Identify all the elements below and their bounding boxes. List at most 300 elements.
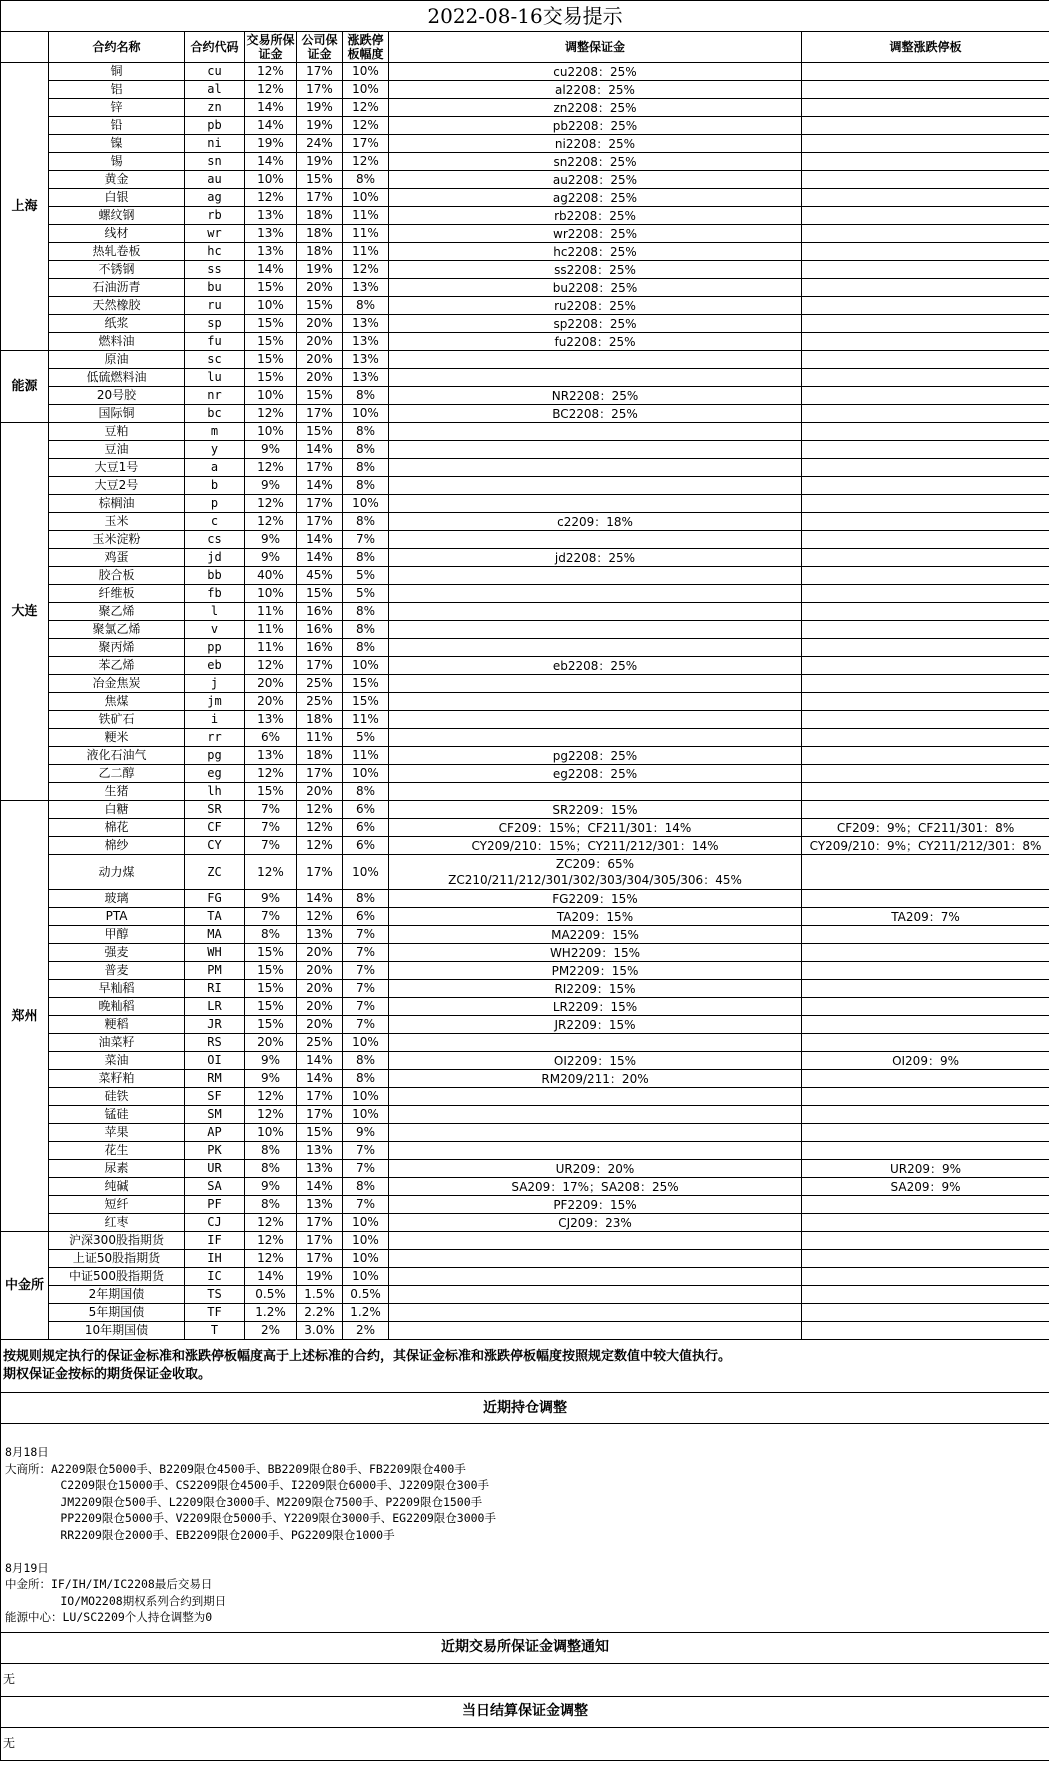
adjusted-limit (802, 261, 1049, 279)
price-limit: 8% (343, 1178, 389, 1196)
adjusted-margin (389, 1304, 802, 1322)
table-row (1, 693, 1049, 711)
table-row (1, 225, 1049, 243)
contract-code: lu (185, 369, 245, 387)
exchange-margin: 15% (245, 998, 297, 1016)
adjusted-limit-line: TA209：7% (891, 909, 960, 924)
exchange-margin: 13% (245, 243, 297, 261)
exchange-margin: 15% (245, 333, 297, 351)
company-margin: 19% (297, 117, 343, 135)
company-margin: 15% (297, 423, 343, 441)
exchange-margin: 15% (245, 944, 297, 962)
exchange-margin: 9% (245, 1052, 297, 1070)
adjusted-limit (802, 405, 1049, 423)
adjusted-margin (389, 477, 802, 495)
contract-name: 聚氯乙烯 (49, 621, 185, 639)
adjusted-margin-line: ru2208：25% (554, 298, 636, 313)
price-limit: 11% (343, 207, 389, 225)
contract-name: 短纤 (49, 1196, 185, 1214)
contract-code: cu (185, 63, 245, 81)
adjusted-limit (802, 1034, 1049, 1052)
price-limit: 6% (343, 908, 389, 926)
price-limit: 7% (343, 1160, 389, 1178)
adjusted-margin-line: ni2208：25% (554, 136, 636, 151)
table-row (1, 1034, 1049, 1052)
header-price-limit: 涨跌停板幅度 (343, 32, 389, 63)
price-limit: 10% (343, 1250, 389, 1268)
contract-code: ZC (185, 855, 245, 890)
company-margin: 17% (297, 405, 343, 423)
position-line: 能源中心：LU/SC2209个人持仓调整为0 (5, 1610, 213, 1624)
contract-code: hc (185, 243, 245, 261)
adjusted-margin (389, 944, 802, 962)
company-margin: 14% (297, 441, 343, 459)
exchange-margin: 7% (245, 908, 297, 926)
adjusted-margin (389, 711, 802, 729)
price-limit: 7% (343, 531, 389, 549)
table-row (1, 387, 1049, 405)
contract-code: pg (185, 747, 245, 765)
company-margin: 16% (297, 621, 343, 639)
table-row (1, 135, 1049, 153)
contract-code: bb (185, 567, 245, 585)
adjusted-margin (389, 351, 802, 369)
adjusted-margin (389, 729, 802, 747)
settlement-title: 当日结算保证金调整 (1, 1696, 1049, 1727)
contract-name: 铅 (49, 117, 185, 135)
adjusted-limit (802, 333, 1049, 351)
table-row (1, 567, 1049, 585)
price-limit: 10% (343, 81, 389, 99)
table-row (1, 1214, 1049, 1232)
contract-code: OI (185, 1052, 245, 1070)
price-limit: 10% (343, 1214, 389, 1232)
adjusted-margin-line: wr2208：25% (553, 226, 637, 241)
company-margin: 13% (297, 1142, 343, 1160)
exchange-margin: 9% (245, 549, 297, 567)
table-row (1, 369, 1049, 387)
table-row (1, 675, 1049, 693)
price-limit: 5% (343, 567, 389, 585)
header-exchange-margin: 交易所保证金 (246, 33, 295, 61)
contract-name: 镍 (49, 135, 185, 153)
adjusted-margin-line: c2209：18% (557, 514, 633, 529)
adjusted-margin (389, 81, 802, 99)
adjusted-limit (802, 621, 1049, 639)
contract-name: 强麦 (49, 944, 185, 962)
contract-code: ni (185, 135, 245, 153)
adjusted-margin-line: hc2208：25% (553, 244, 637, 259)
company-margin: 15% (297, 387, 343, 405)
adjusted-margin (389, 783, 802, 801)
adjusted-margin (389, 1160, 802, 1178)
contract-name: 动力煤 (49, 855, 185, 890)
table-row (1, 855, 1049, 890)
contract-name: 大豆2号 (49, 477, 185, 495)
exchange-margin: 14% (245, 261, 297, 279)
contract-code: al (185, 81, 245, 99)
table-row (1, 81, 1049, 99)
position-line (5, 1543, 1047, 1560)
table-row (1, 63, 1049, 81)
contract-name: 粳米 (49, 729, 185, 747)
table-row (1, 1106, 1049, 1124)
adjusted-limit (802, 1304, 1049, 1322)
adjusted-margin (389, 387, 802, 405)
contract-name: 铝 (49, 81, 185, 99)
table-row (1, 1124, 1049, 1142)
contract-name: 玉米淀粉 (49, 531, 185, 549)
exchange-margin: 14% (245, 99, 297, 117)
exchange-margin: 10% (245, 585, 297, 603)
adjusted-margin (389, 549, 802, 567)
adjusted-margin (389, 441, 802, 459)
contract-code: SA (185, 1178, 245, 1196)
adjusted-limit (802, 711, 1049, 729)
table-row (1, 423, 1049, 441)
contract-code: FG (185, 890, 245, 908)
exchange-label: 能源 (1, 351, 49, 423)
company-margin: 25% (297, 675, 343, 693)
contract-code: fb (185, 585, 245, 603)
table-row (1, 99, 1049, 117)
table-row (1, 747, 1049, 765)
table-row (1, 1070, 1049, 1088)
table-row (1, 711, 1049, 729)
price-limit: 12% (343, 117, 389, 135)
adjusted-limit (802, 189, 1049, 207)
table-row (1, 657, 1049, 675)
exchange-margin: 12% (245, 405, 297, 423)
contract-code: j (185, 675, 245, 693)
adjusted-margin (389, 135, 802, 153)
adjusted-limit (802, 423, 1049, 441)
page-title: 2022-08-16交易提示 (1, 1, 1049, 32)
exchange-margin: 9% (245, 441, 297, 459)
adjusted-limit-line: CF209：9%；CF211/301：8% (836, 820, 1015, 835)
adjusted-limit (802, 980, 1049, 998)
contract-name: 5年期国债 (49, 1304, 185, 1322)
table-row (1, 441, 1049, 459)
contract-code: SR (185, 801, 245, 819)
exchange-label: 大连 (1, 423, 49, 801)
contract-code: rb (185, 207, 245, 225)
price-limit: 2% (343, 1322, 389, 1340)
contract-code: rr (185, 729, 245, 747)
settlement-content: 无 (1, 1727, 1049, 1760)
price-limit: 10% (343, 189, 389, 207)
adjusted-margin-line: RI2209：15% (554, 981, 636, 996)
adjusted-margin-line: ZC209：65% (555, 857, 635, 871)
exchange-notice-content: 无 (1, 1663, 1049, 1696)
table-row (1, 729, 1049, 747)
company-margin: 14% (297, 1070, 343, 1088)
adjusted-limit (802, 225, 1049, 243)
exchange-margin: 20% (245, 1034, 297, 1052)
exchange-margin: 9% (245, 1178, 297, 1196)
table-row (1, 117, 1049, 135)
contract-code: wr (185, 225, 245, 243)
contract-name: 纯碱 (49, 1178, 185, 1196)
exchange-margin: 7% (245, 801, 297, 819)
price-limit: 10% (343, 1232, 389, 1250)
price-limit: 7% (343, 962, 389, 980)
table-row (1, 998, 1049, 1016)
adjusted-limit-line: CY209/210：9%；CY211/212/301：8% (809, 838, 1042, 853)
adjusted-margin (389, 837, 802, 855)
exchange-margin: 20% (245, 675, 297, 693)
exchange-margin: 10% (245, 423, 297, 441)
table-row (1, 801, 1049, 819)
price-limit: 13% (343, 279, 389, 297)
adjusted-margin (389, 998, 802, 1016)
adjusted-margin-line: al2208：25% (555, 82, 635, 97)
position-section-title: 近期持仓调整 (1, 1393, 1049, 1424)
table-row (1, 1322, 1049, 1340)
adjusted-limit (802, 1070, 1049, 1088)
adjusted-limit-line: OI209：9% (892, 1053, 959, 1068)
company-margin: 17% (297, 1250, 343, 1268)
contract-name: 菜籽粕 (49, 1070, 185, 1088)
contract-code: IC (185, 1268, 245, 1286)
exchange-margin: 12% (245, 657, 297, 675)
adjusted-margin (389, 459, 802, 477)
contract-name: 棉花 (49, 819, 185, 837)
table-row (1, 1142, 1049, 1160)
header-contract-name: 合约名称 (49, 32, 185, 63)
contract-code: l (185, 603, 245, 621)
exchange-margin: 13% (245, 207, 297, 225)
price-limit: 8% (343, 549, 389, 567)
company-margin: 17% (297, 657, 343, 675)
adjusted-margin-line: CJ209：23% (558, 1215, 632, 1230)
adjusted-margin (389, 962, 802, 980)
contract-code: WH (185, 944, 245, 962)
contract-name: 菜油 (49, 1052, 185, 1070)
contract-code: sc (185, 351, 245, 369)
exchange-margin: 15% (245, 369, 297, 387)
adjusted-margin (389, 63, 802, 81)
header-exchange (1, 32, 49, 63)
exchange-margin: 15% (245, 315, 297, 333)
contract-name: 上证50股指期货 (49, 1250, 185, 1268)
exchange-margin: 9% (245, 477, 297, 495)
contract-name: 棕榈油 (49, 495, 185, 513)
price-limit: 10% (343, 63, 389, 81)
company-margin: 20% (297, 998, 343, 1016)
contract-code: lh (185, 783, 245, 801)
exchange-margin: 13% (245, 711, 297, 729)
adjusted-limit (802, 531, 1049, 549)
price-limit: 6% (343, 801, 389, 819)
adjusted-margin (389, 171, 802, 189)
adjusted-margin-line: CF209：15%；CF211/301：14% (498, 820, 692, 835)
table-row (1, 1178, 1049, 1196)
price-limit: 8% (343, 477, 389, 495)
contract-code: ag (185, 189, 245, 207)
price-limit: 8% (343, 297, 389, 315)
contract-name: 棉纱 (49, 837, 185, 855)
adjusted-margin-line: WH2209：15% (549, 945, 641, 960)
adjusted-limit (802, 890, 1049, 908)
contract-code: PK (185, 1142, 245, 1160)
price-limit: 17% (343, 135, 389, 153)
company-margin: 17% (297, 495, 343, 513)
price-limit: 7% (343, 998, 389, 1016)
adjusted-limit (802, 279, 1049, 297)
adjusted-margin (389, 333, 802, 351)
exchange-margin: 1.2% (245, 1304, 297, 1322)
adjusted-limit (802, 153, 1049, 171)
contract-code: jd (185, 549, 245, 567)
adjusted-limit (802, 837, 1049, 855)
company-margin: 3.0% (297, 1322, 343, 1340)
price-limit: 8% (343, 171, 389, 189)
contract-name: 白银 (49, 189, 185, 207)
adjusted-limit (802, 369, 1049, 387)
adjusted-margin-line: SA209：17%；SA208：25% (511, 1179, 679, 1194)
table-row (1, 477, 1049, 495)
price-limit: 10% (343, 765, 389, 783)
price-limit: 10% (343, 657, 389, 675)
table-row (1, 639, 1049, 657)
adjusted-margin (389, 495, 802, 513)
company-margin: 20% (297, 279, 343, 297)
exchange-margin: 15% (245, 962, 297, 980)
table-row (1, 207, 1049, 225)
company-margin: 25% (297, 1034, 343, 1052)
exchange-margin: 8% (245, 926, 297, 944)
adjusted-limit (802, 926, 1049, 944)
table-row (1, 621, 1049, 639)
contract-name: 尿素 (49, 1160, 185, 1178)
adjusted-margin (389, 890, 802, 908)
position-line: 大商所：A2209限仓5000手、B2209限仓4500手、BB2209限仓80手、FB2209限仓400手 (5, 1461, 466, 1476)
contract-name: 豆油 (49, 441, 185, 459)
company-margin: 19% (297, 153, 343, 171)
price-limit: 6% (343, 837, 389, 855)
table-row (1, 1232, 1049, 1250)
exchange-margin: 12% (245, 1250, 297, 1268)
adjusted-limit (802, 908, 1049, 926)
adjusted-margin-line: LR2209：15% (552, 999, 638, 1014)
price-limit: 10% (343, 1088, 389, 1106)
table-row (1, 1160, 1049, 1178)
contract-name: 中证500股指期货 (49, 1268, 185, 1286)
exchange-margin: 12% (245, 63, 297, 81)
contract-name: 线材 (49, 225, 185, 243)
contract-code: zn (185, 99, 245, 117)
adjusted-limit (802, 801, 1049, 819)
adjusted-margin (389, 567, 802, 585)
adjusted-limit (802, 135, 1049, 153)
company-margin: 16% (297, 603, 343, 621)
contract-name: 硅铁 (49, 1088, 185, 1106)
adjusted-margin-line: PF2209：15% (553, 1197, 637, 1212)
table-row (1, 495, 1049, 513)
contract-code: pb (185, 117, 245, 135)
price-limit: 8% (343, 459, 389, 477)
price-limit: 8% (343, 1052, 389, 1070)
adjusted-margin-line: rb2208：25% (554, 208, 636, 223)
adjusted-limit (802, 117, 1049, 135)
contract-name: 豆粕 (49, 423, 185, 441)
exchange-margin: 12% (245, 1106, 297, 1124)
contract-name: 大豆1号 (49, 459, 185, 477)
table-row (1, 297, 1049, 315)
contract-code: jm (185, 693, 245, 711)
adjusted-margin (389, 405, 802, 423)
exchange-margin: 12% (245, 459, 297, 477)
adjusted-margin (389, 531, 802, 549)
adjusted-margin (389, 1178, 802, 1196)
table-row (1, 1268, 1049, 1286)
company-margin: 14% (297, 1052, 343, 1070)
contract-code: m (185, 423, 245, 441)
adjusted-limit (802, 315, 1049, 333)
adjusted-margin-line: pb2208：25% (552, 118, 638, 133)
price-limit: 7% (343, 1142, 389, 1160)
exchange-margin: 14% (245, 153, 297, 171)
contract-code: IH (185, 1250, 245, 1268)
table-row (1, 980, 1049, 998)
adjusted-limit (802, 243, 1049, 261)
price-limit: 15% (343, 675, 389, 693)
contract-code: SF (185, 1088, 245, 1106)
adjusted-limit (802, 603, 1049, 621)
contract-name: 螺纹钢 (49, 207, 185, 225)
exchange-notice-title: 近期交易所保证金调整通知 (1, 1632, 1049, 1663)
adjusted-margin-line: eg2208：25% (552, 766, 638, 781)
rule-note-line-2: 期权保证金按标的期货保证金收取。 (3, 1367, 212, 1382)
price-limit: 10% (343, 1106, 389, 1124)
adjusted-limit (802, 657, 1049, 675)
exchange-margin: 12% (245, 1214, 297, 1232)
contract-name: 聚乙烯 (49, 603, 185, 621)
price-limit: 7% (343, 1196, 389, 1214)
adjusted-margin (389, 297, 802, 315)
exchange-margin: 10% (245, 387, 297, 405)
price-limit: 12% (343, 261, 389, 279)
table-row (1, 459, 1049, 477)
contracts-body (1, 63, 1049, 1340)
adjusted-limit (802, 1106, 1049, 1124)
contract-name: 玉米 (49, 513, 185, 531)
price-limit: 10% (343, 1268, 389, 1286)
price-limit: 7% (343, 926, 389, 944)
adjusted-margin (389, 603, 802, 621)
contract-name: 纤维板 (49, 585, 185, 603)
company-margin: 20% (297, 369, 343, 387)
exchange-margin: 9% (245, 1070, 297, 1088)
adjusted-limit (802, 1160, 1049, 1178)
price-limit: 8% (343, 783, 389, 801)
contract-name: 甲醇 (49, 926, 185, 944)
contract-name: 燃料油 (49, 333, 185, 351)
adjusted-limit (802, 1178, 1049, 1196)
contract-code: TS (185, 1286, 245, 1304)
table-row (1, 962, 1049, 980)
adjusted-margin (389, 657, 802, 675)
price-limit: 5% (343, 585, 389, 603)
contract-code: T (185, 1322, 245, 1340)
contract-code: au (185, 171, 245, 189)
contract-name: 聚丙烯 (49, 639, 185, 657)
adjusted-margin (389, 1322, 802, 1340)
price-limit: 8% (343, 890, 389, 908)
price-limit: 0.5% (343, 1286, 389, 1304)
adjusted-margin-line: SR2209：15% (552, 802, 638, 817)
